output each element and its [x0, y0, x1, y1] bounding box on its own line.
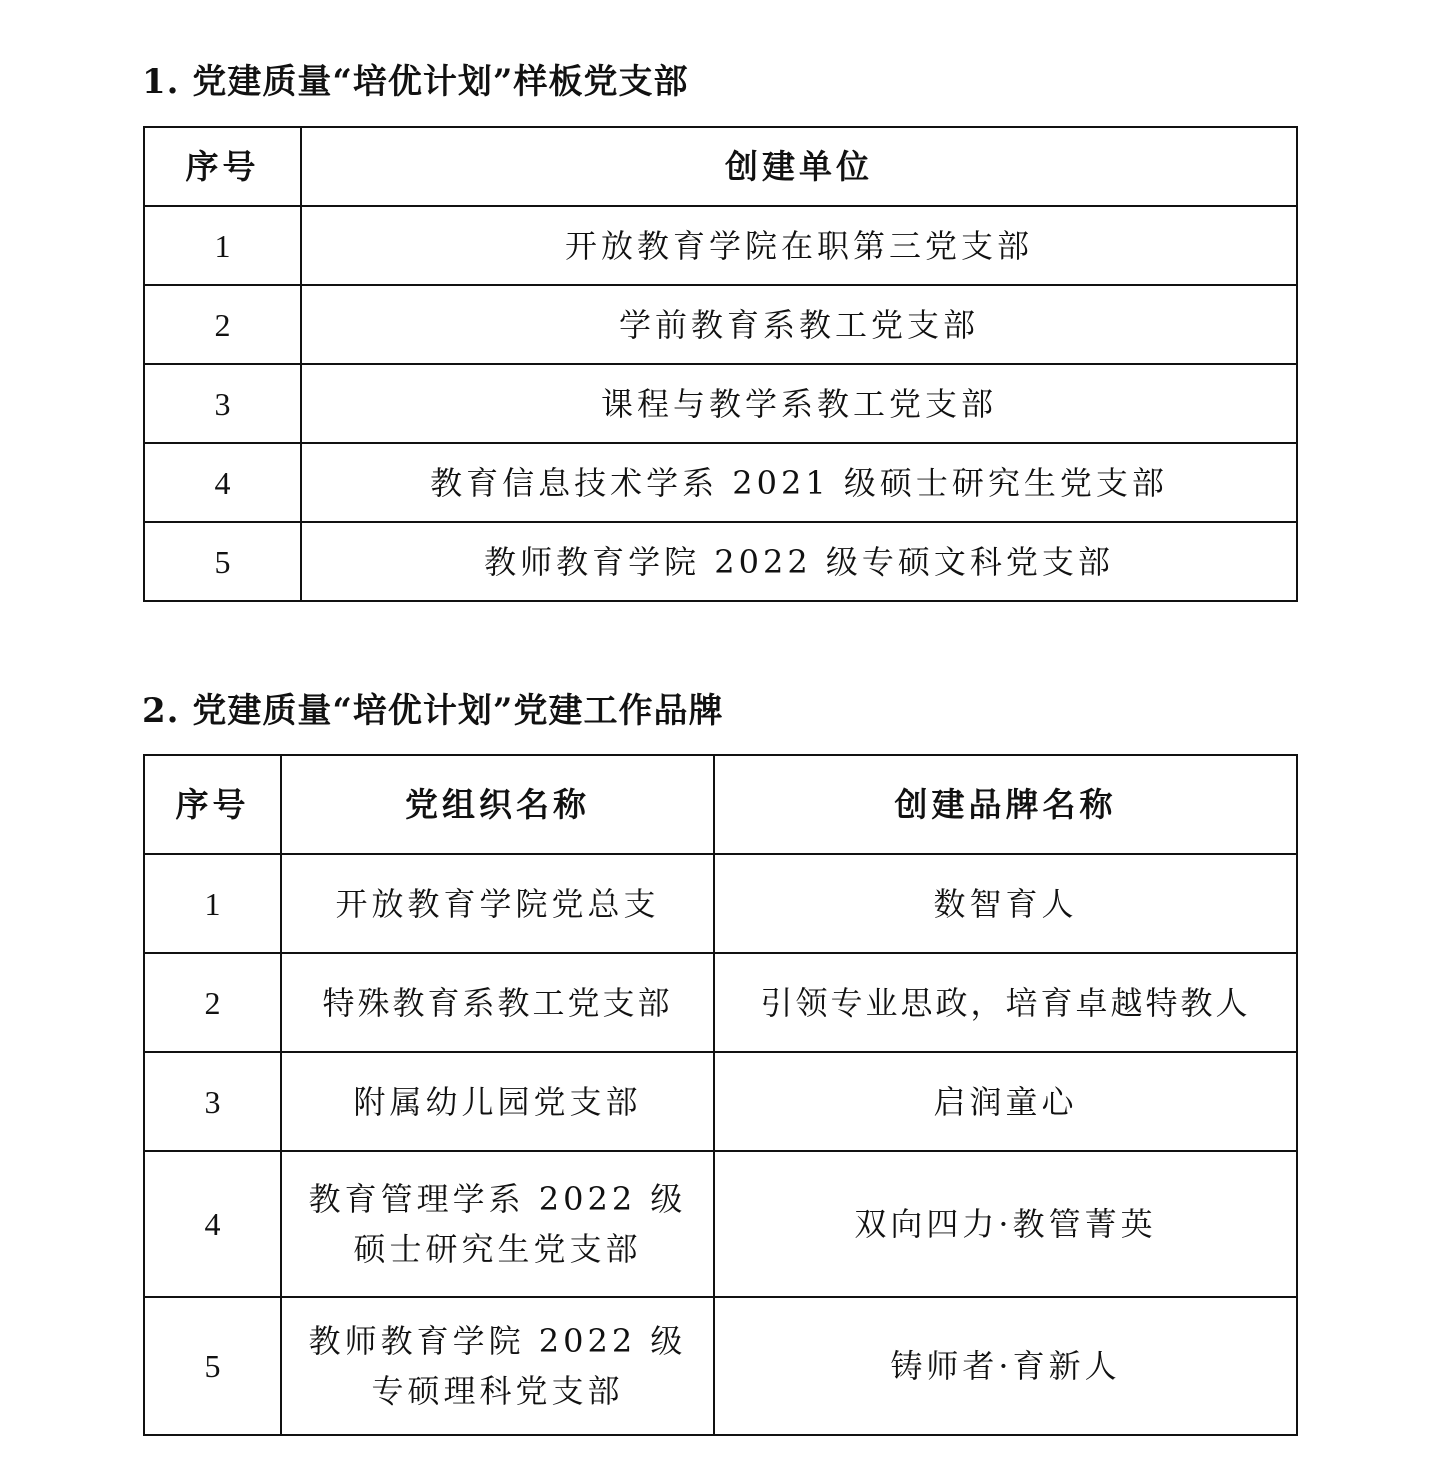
- row-index: 2: [144, 953, 281, 1052]
- row-org: [281, 854, 714, 953]
- header-brand: 创建品牌名称: [714, 755, 1297, 854]
- row-unit: 课程与教学系教工党支部: [301, 364, 1297, 443]
- header-index: 序号: [144, 127, 301, 206]
- header-org: 党组织名称: [281, 755, 714, 854]
- row-index: 1: [144, 854, 281, 953]
- org-line: 特殊教育系教工党支部: [322, 983, 673, 1022]
- row-unit: 教师教育学院 2022 级专硕文科党支部: [301, 522, 1297, 601]
- row-index: 3: [144, 1052, 281, 1151]
- row-index: 4: [144, 443, 301, 522]
- table-row: [144, 953, 1297, 1052]
- row-index: 5: [144, 1297, 281, 1435]
- row-brand: 双向四力·教管菁英: [714, 1151, 1297, 1297]
- org-line: 附属幼儿园党支部: [353, 1082, 642, 1121]
- row-brand: 数智育人: [714, 854, 1297, 953]
- model-branch-table: [143, 126, 1298, 602]
- org-line: 专硕理科党支部: [371, 1372, 624, 1410]
- row-index: 5: [144, 522, 301, 601]
- org-line: 教师教育学院 2022 级: [308, 1322, 687, 1360]
- header-index: 序号: [144, 755, 281, 854]
- table-row: [144, 206, 1297, 285]
- table-row: [144, 285, 1297, 364]
- brand-table: [143, 754, 1298, 1436]
- row-unit: 学前教育系教工党支部: [301, 285, 1297, 364]
- header-unit: 创建单位: [301, 127, 1297, 206]
- table-header-row: [144, 755, 1297, 854]
- row-brand: 引领专业思政，培育卓越特教人: [714, 953, 1297, 1052]
- row-unit: 开放教育学院在职第三党支部: [301, 206, 1297, 285]
- row-brand: 铸师者·育新人: [714, 1297, 1297, 1435]
- org-line: 开放教育学院党总支: [335, 884, 660, 923]
- table-row: [144, 522, 1297, 601]
- table-row: [144, 1052, 1297, 1151]
- org-line: 硕士研究生党支部: [353, 1230, 642, 1268]
- row-index: 4: [144, 1151, 281, 1297]
- row-org: [281, 1052, 714, 1151]
- table-row: [144, 854, 1297, 953]
- section2-heading: 2. 党建质量“培优计划”党建工作品牌: [142, 691, 724, 731]
- row-org: [281, 1151, 714, 1297]
- row-unit: 教育信息技术学系 2021 级硕士研究生党支部: [301, 443, 1297, 522]
- row-index: 1: [144, 206, 301, 285]
- row-index: 2: [144, 285, 301, 364]
- table-header-row: [144, 127, 1297, 206]
- table-row: [144, 1297, 1297, 1435]
- table-row: [144, 364, 1297, 443]
- table-row: [144, 443, 1297, 522]
- row-org: [281, 953, 714, 1052]
- table-row: [144, 1151, 1297, 1297]
- org-line: 教育管理学系 2022 级: [308, 1180, 687, 1218]
- row-brand: 启润童心: [714, 1052, 1297, 1151]
- row-org: [281, 1297, 714, 1435]
- section1-heading: 1. 党建质量“培优计划”样板党支部: [142, 62, 689, 102]
- row-index: 3: [144, 364, 301, 443]
